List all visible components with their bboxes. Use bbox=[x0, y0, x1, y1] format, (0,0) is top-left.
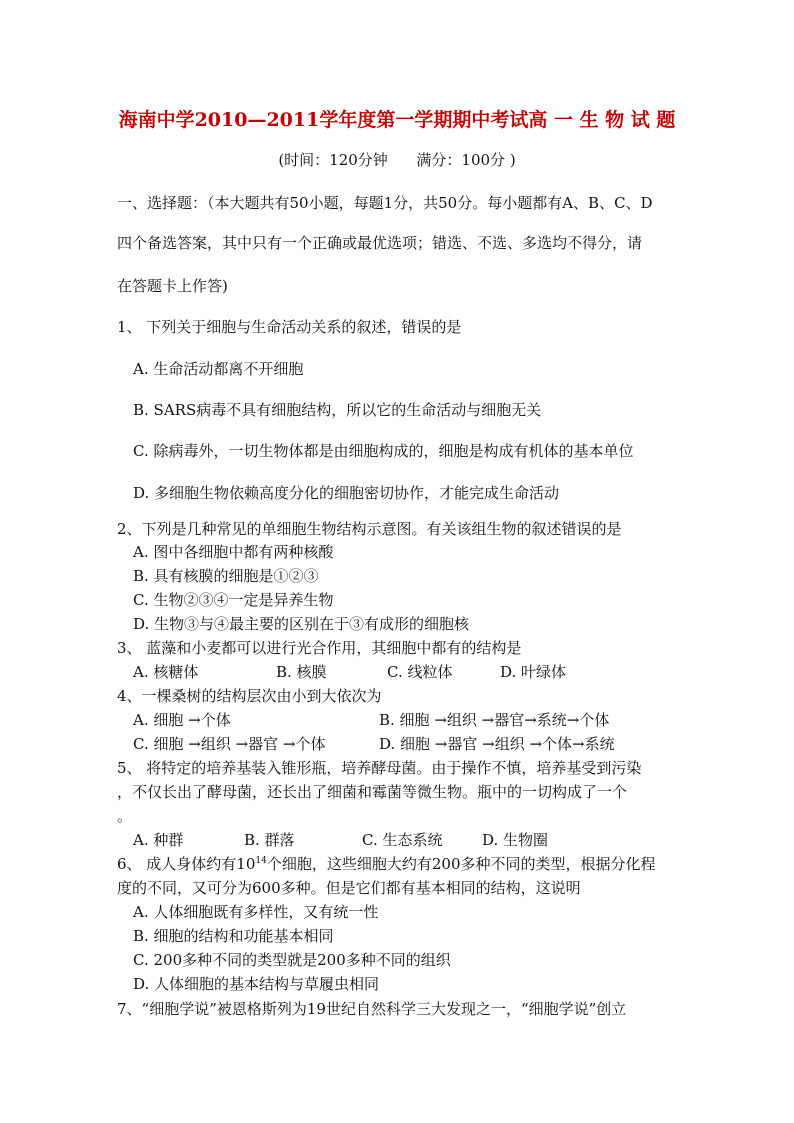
instruction-line: 一、选择题：（本大题共有50小题，每题1分，共50分。每小题都有A、B、C、D bbox=[117, 194, 653, 212]
question-stem: ，不仅长出了酵母菌，还长出了细菌和霉菌等微生物。瓶中的一切构成了一个 bbox=[117, 783, 628, 801]
question-stem: 3、 蓝藻和小麦都可以进行光合作用，其细胞中都有的结构是 bbox=[117, 639, 522, 657]
stem-part: 6、 成人身体约有10 bbox=[117, 855, 256, 873]
question-stem: 2、下列是几种常见的单细胞生物结构示意图。有关该组生物的叙述错误的是 bbox=[117, 520, 622, 538]
option-c: C. 200多种不同的类型就是200多种不同的组织 bbox=[133, 951, 451, 969]
page-title: 海南中学2010—2011学年度第一学期期中考试高 一 生 物 试 题 bbox=[118, 109, 676, 131]
question-stem: 4、一棵桑树的结构层次由小到大依次为 bbox=[117, 687, 382, 705]
option-c: C. 生态系统 bbox=[362, 831, 443, 849]
option-c: C. 除病毒外，一切生物体都是由细胞构成的，细胞是构成有机体的基本单位 bbox=[133, 442, 634, 460]
option-d: D. 人体细胞的基本结构与草履虫相同 bbox=[133, 975, 380, 993]
exam-info: (时间：120分钟 满分：100分 ) bbox=[278, 151, 516, 169]
option-d: D. 生物③与④最主要的区别在于③有成形的细胞核 bbox=[133, 615, 470, 633]
option-b: B. 具有核膜的细胞是①②③ bbox=[133, 567, 319, 585]
option-a: A. 细胞 →个体 bbox=[133, 711, 231, 729]
stem-part: 个细胞，这些细胞大约有200多种不同的类型，根据分化程 bbox=[266, 855, 656, 873]
question-stem: 1、 下列关于细胞与生命活动关系的叙述，错误的是 bbox=[117, 318, 462, 336]
option-a: A. 人体细胞既有多样性，又有统一性 bbox=[133, 903, 379, 921]
question-stem: 7、“细胞学说”被恩格斯列为19世纪自然科学三大发现之一，“细胞学说”创立 bbox=[117, 1000, 627, 1018]
instruction-line: 在答题卡上作答) bbox=[117, 277, 228, 295]
option-a: A. 种群 bbox=[133, 831, 184, 849]
question-stem bbox=[117, 854, 656, 874]
option-b: B. 细胞 →组织 →器官→系统→个体 bbox=[379, 711, 610, 729]
option-b: B. 核膜 bbox=[276, 663, 327, 681]
option-c: C. 细胞 →组织 →器官 →个体 bbox=[133, 735, 326, 753]
option-a: A. 图中各细胞中都有两种核酸 bbox=[133, 543, 334, 561]
option-c: C. 生物②③④一定是异养生物 bbox=[133, 591, 334, 609]
option-b: B. 群落 bbox=[244, 831, 295, 849]
question-stem: 度的不同，又可分为600多种。但是它们都有基本相同的结构，这说明 bbox=[117, 879, 581, 897]
option-a: A. 生命活动都离不开细胞 bbox=[133, 360, 304, 378]
option-d: D. 细胞 →器官 →组织 →个体→系统 bbox=[379, 735, 615, 753]
question-stem: 5、 将特定的培养基装入锥形瓶，培养酵母菌。由于操作不慎，培养基受到污染 bbox=[117, 759, 642, 777]
exponent: 14 bbox=[255, 856, 267, 866]
option-d: D. 叶绿体 bbox=[500, 663, 567, 681]
option-b: B. SARS病毒不具有细胞结构，所以它的生命活动与细胞无关 bbox=[133, 401, 542, 419]
instruction-line: 四个备选答案，其中只有一个正确或最优选项；错选、不选、多选均不得分，请 bbox=[117, 234, 643, 252]
option-b: B. 细胞的结构和功能基本相同 bbox=[133, 927, 334, 945]
question-stem: 。 bbox=[117, 807, 133, 825]
option-d: D. 生物圈 bbox=[482, 831, 549, 849]
option-c: C. 线粒体 bbox=[387, 663, 453, 681]
option-d: D. 多细胞生物依赖高度分化的细胞密切协作，才能完成生命活动 bbox=[133, 484, 560, 502]
option-a: A. 核糖体 bbox=[133, 663, 199, 681]
